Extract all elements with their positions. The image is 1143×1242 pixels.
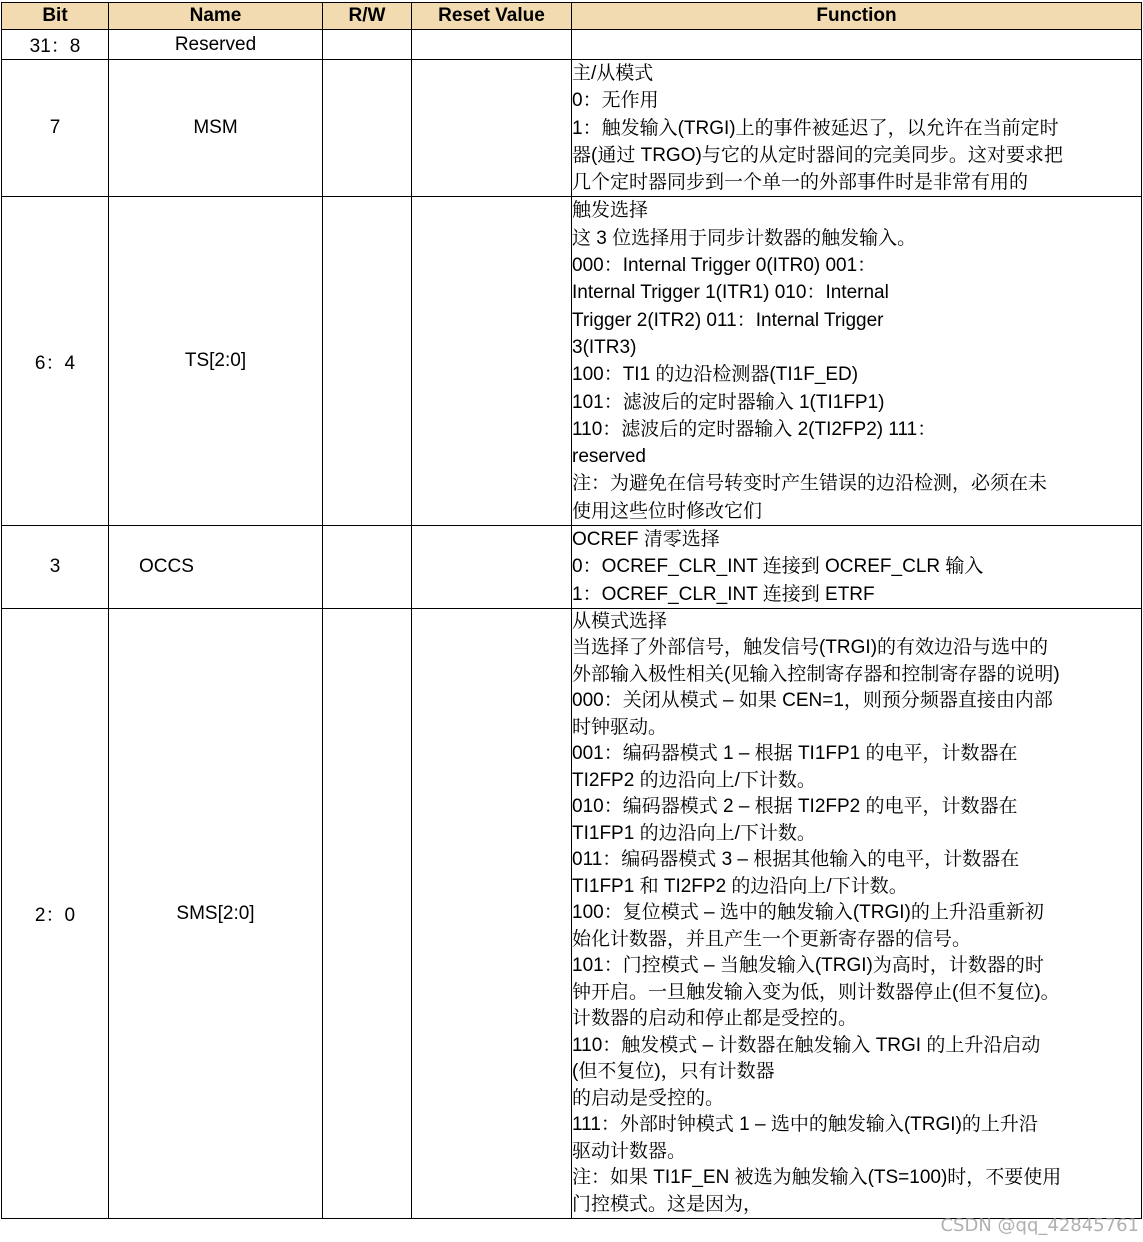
function-line: 101：滤波后的定时器输入 1(TI1FP1) xyxy=(572,391,885,413)
table-row xyxy=(2,60,1142,197)
function-cell xyxy=(572,30,1142,60)
function-cell xyxy=(572,526,1142,609)
name-cell: Reserved xyxy=(109,30,323,60)
header-name: Name xyxy=(109,3,323,30)
function-line: 始化计数器，并且产生一个更新寄存器的信号。 xyxy=(572,928,972,950)
function-line: 100：TI1 的边沿检测器(TI1F_ED) xyxy=(572,364,859,386)
function-line: 011：编码器模式 3 – 根据其他输入的电平，计数器在 xyxy=(572,849,1020,871)
function-line: 这 3 位选择用于同步计数器的触发输入。 xyxy=(572,227,917,249)
bit-cell: 2：0 xyxy=(2,608,109,1219)
function-line: 1：OCREF_CLR_INT 连接到 ETRF xyxy=(572,583,875,605)
bit-cell: 7 xyxy=(2,60,109,197)
function-line: 外部输入极性相关(见输入控制寄存器和控制寄存器的说明) xyxy=(572,663,1060,685)
rw-cell xyxy=(323,197,412,526)
header-function: Function xyxy=(572,3,1142,30)
function-line: 001：编码器模式 1 – 根据 TI1FP1 的电平，计数器在 xyxy=(572,743,1018,765)
bit-cell: 3 xyxy=(2,526,109,609)
function-line: OCREF 清零选择 xyxy=(572,529,720,551)
function-line: (但不复位)，只有计数器 xyxy=(572,1061,775,1083)
function-line: 器(通过 TRGO)与它的从定时器间的完美同步。这对要求把 xyxy=(572,144,1063,166)
function-line: 110：触发模式 – 计数器在触发输入 TRGI 的上升沿启动 xyxy=(572,1034,1041,1056)
function-line: 的启动是受控的。 xyxy=(572,1087,725,1109)
watermark: CSDN @qq_42845761 xyxy=(940,1215,1139,1236)
rw-cell xyxy=(323,526,412,609)
function-line: reserved xyxy=(572,446,646,468)
reset-value-cell xyxy=(412,30,572,60)
reset-value-cell xyxy=(412,60,572,197)
function-line: 111：外部时钟模式 1 – 选中的触发输入(TRGI)的上升沿 xyxy=(572,1114,1038,1136)
function-line: Trigger 2(ITR2) 011：Internal Trigger xyxy=(572,309,884,331)
function-line: 1：触发输入(TRGI)上的事件被延迟了，以允许在当前定时 xyxy=(572,117,1059,139)
reset-value-cell xyxy=(412,608,572,1219)
rw-cell xyxy=(323,608,412,1219)
rw-cell xyxy=(323,60,412,197)
function-line: 时钟驱动。 xyxy=(572,716,668,738)
function-line: Internal Trigger 1(ITR1) 010：Internal xyxy=(572,282,889,304)
function-line: 钟开启。一旦触发输入变为低，则计数器停止(但不复位)。 xyxy=(572,981,1060,1003)
rw-cell xyxy=(323,30,412,60)
function-cell xyxy=(572,60,1142,197)
table-row xyxy=(2,608,1142,1219)
header-rw: R/W xyxy=(323,3,412,30)
function-line: 主/从模式 xyxy=(572,63,654,84)
function-line: 触发选择 xyxy=(572,200,649,222)
function-line: 计数器的启动和停止都是受控的。 xyxy=(572,1008,858,1030)
function-line: 驱动计数器。 xyxy=(572,1140,687,1162)
function-line: 几个定时器同步到一个单一的外部事件时是非常有用的 xyxy=(572,172,1029,194)
function-line: 000：关闭从模式 – 如果 CEN=1，则预分频器直接由内部 xyxy=(572,690,1053,712)
function-line: 门控模式。这是因为， xyxy=(572,1193,763,1215)
header-bit: Bit xyxy=(2,3,109,30)
function-line: 3(ITR3) xyxy=(572,336,637,358)
function-line: 0：无作用 xyxy=(572,90,659,112)
function-line: 从模式选择 xyxy=(572,610,668,632)
table-row xyxy=(2,197,1142,526)
register-table xyxy=(1,2,1142,1219)
function-line: 注：为避免在信号转变时产生错误的边沿检测，必须在未 xyxy=(572,473,1048,495)
bit-cell: 31：8 xyxy=(2,30,109,60)
function-line: 000：Internal Trigger 0(ITR0) 001： xyxy=(572,255,877,277)
name-cell: SMS[2:0] xyxy=(109,608,323,1219)
name-cell: MSM xyxy=(109,60,323,197)
function-line: 注：如果 TI1F_EN 被选为触发输入(TS=100)时，不要使用 xyxy=(572,1167,1062,1189)
function-line: TI1FP1 和 TI2FP2 的边沿向上/下计数。 xyxy=(572,875,908,897)
function-line: 101：门控模式 – 当触发输入(TRGI)为高时，计数器的时 xyxy=(572,955,1044,977)
header-reset-value: Reset Value xyxy=(412,3,572,30)
reset-value-cell xyxy=(412,197,572,526)
bit-cell: 6：4 xyxy=(2,197,109,526)
function-line: 0：OCREF_CLR_INT 连接到 OCREF_CLR 输入 xyxy=(572,556,984,578)
function-line: 100：复位模式 – 选中的触发输入(TRGI)的上升沿重新初 xyxy=(572,902,1044,924)
table-row xyxy=(2,30,1142,60)
name-cell: OCCS xyxy=(109,526,323,609)
function-line: TI2FP2 的边沿向上/下计数。 xyxy=(572,769,816,791)
function-line: 110：滤波后的定时器输入 2(TI2FP2) 111： xyxy=(572,418,937,440)
function-line: 010：编码器模式 2 – 根据 TI2FP2 的电平，计数器在 xyxy=(572,796,1018,818)
function-line: 当选择了外部信号，触发信号(TRGI)的有效边沿与选中的 xyxy=(572,637,1049,659)
reset-value-cell xyxy=(412,526,572,609)
function-line: TI1FP1 的边沿向上/下计数。 xyxy=(572,822,816,844)
function-line: 使用这些位时修改它们 xyxy=(572,500,763,522)
table-row xyxy=(2,526,1142,609)
header-row xyxy=(2,3,1142,30)
name-cell: TS[2:0] xyxy=(109,197,323,526)
function-cell xyxy=(572,197,1142,526)
function-cell xyxy=(572,608,1142,1219)
